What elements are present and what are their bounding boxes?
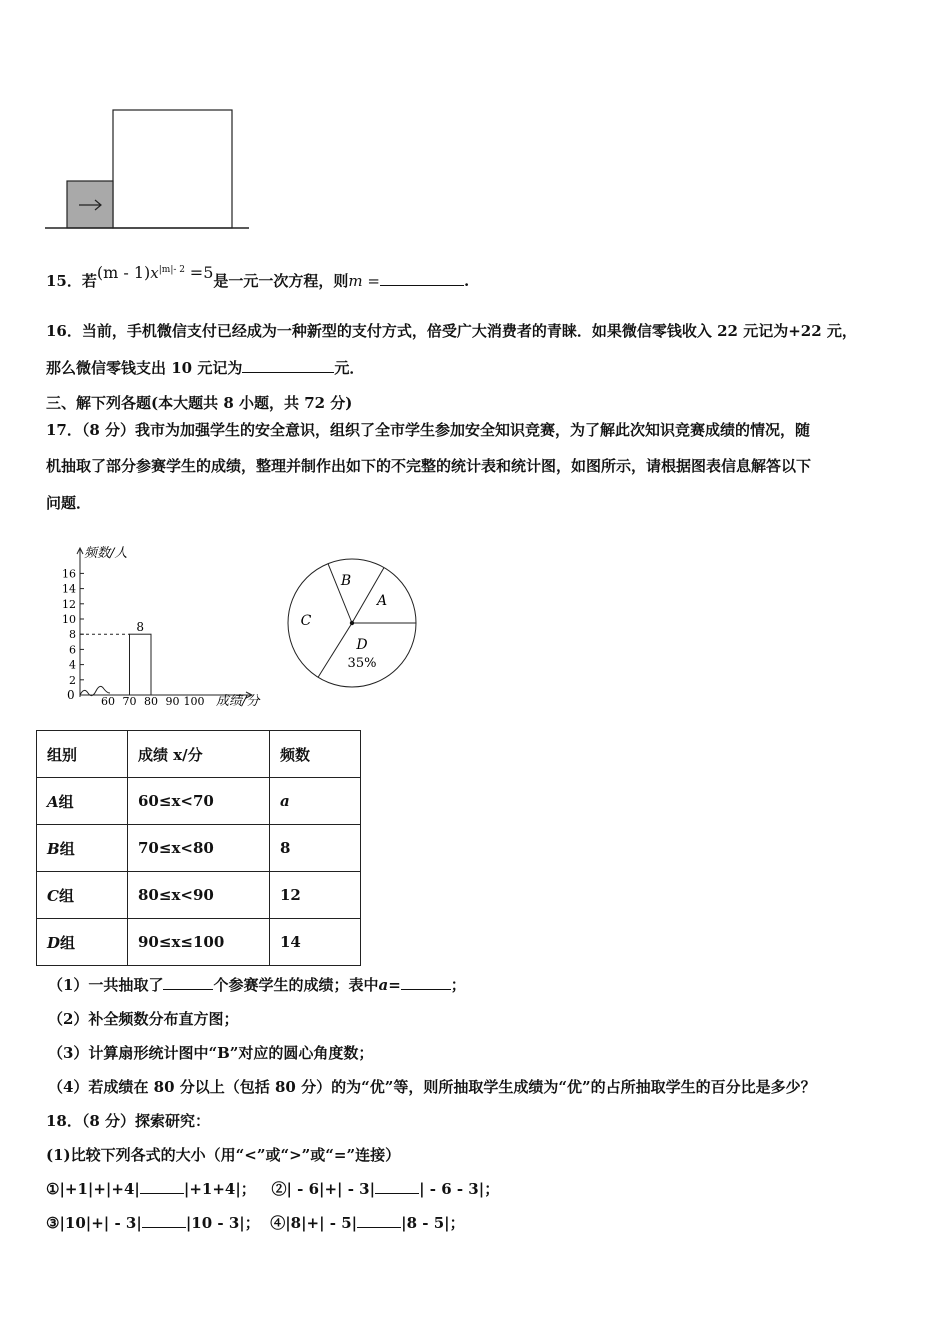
x-tick-label: 80 — [144, 695, 158, 708]
answer-blank-18-2[interactable] — [375, 1178, 419, 1194]
y-tick-label: 10 — [62, 613, 76, 626]
x-tick-label: 60 — [101, 695, 115, 708]
answer-blank-18-1[interactable] — [140, 1178, 184, 1194]
range-cell: 90≤x≤100 — [128, 919, 270, 966]
question-18-line2: (1)比较下列各式的大小（用“<”或“>”或“=”连接） — [46, 1146, 401, 1164]
table-row — [37, 778, 361, 825]
group-cell: C组 — [37, 872, 128, 919]
question-15: 15．若$(m - 1)x^{|m|- 2} =5$是一元一次方程，则m = . — [46, 263, 470, 290]
question-16-line2: 那么微信零钱支出 10 元记为 元． — [46, 359, 365, 377]
y-tick-label: 6 — [69, 643, 76, 657]
y-tick-label: 2 — [69, 673, 76, 687]
answer-blank-18-4[interactable] — [357, 1212, 401, 1228]
header-frequency: 频数 — [270, 731, 361, 778]
sub-question-1: （1）一共抽取了 个参赛学生的成绩；表中a= ； — [48, 976, 466, 994]
table-row — [37, 825, 361, 872]
sub-question-4: （4）若成绩在 80 分以上（包括 80 分）的为“优”等，则所抽取学生成绩为“优”的占所抽取学生的百分比是多少？ — [48, 1078, 816, 1096]
question-16-line1: 16．当前，手机微信支付已经成为一种新型的支付方式，倍受广大消费者的青睐．如果微信零钱收入 22 元记为+22 元， — [46, 322, 857, 340]
section-heading: 三、解下列各题(本大题共 8 小题，共 72 分) — [46, 394, 353, 412]
frequency-table — [36, 730, 361, 966]
pie-slice-label: D — [356, 637, 368, 653]
x-tick-label: 90 — [165, 695, 180, 708]
origin-label: 0 — [67, 688, 75, 702]
question-17-line2: 机抽取了部分参赛学生的成绩，整理并制作出如下的不完整的统计表和统计图，如图所示，请根据图表信息解答以下 — [46, 457, 812, 475]
large-box — [113, 110, 232, 228]
header-score: 成绩 x/分 — [128, 731, 270, 778]
frequency-cell: 8 — [270, 825, 361, 872]
answer-blank-18-3[interactable] — [142, 1212, 186, 1228]
frequency-cell: 14 — [270, 919, 361, 966]
x-tick-label: 100 — [183, 695, 205, 708]
x-tick-label: 70 — [122, 695, 137, 708]
pie-percent-label: 35% — [347, 656, 377, 671]
pie-slice-label: C — [300, 613, 312, 629]
question-18-line1: 18．（8 分）探索研究： — [46, 1112, 211, 1130]
pie-slice-label: B — [340, 573, 352, 589]
question-18-line3: ①|+1|+|+4| |+1+4|； ②| - 6|+| - 3| | - 6 - 3|； — [46, 1180, 500, 1198]
y-tick-label: 16 — [62, 567, 76, 581]
question-17-line1: 17．（8 分）我市为加强学生的安全意识，组织了全市学生参加安全知识竞赛，为了解此次知识竞赛成绩的情况，随 — [46, 421, 811, 439]
pie-chart — [282, 555, 422, 695]
y-tick-label: 8 — [69, 628, 76, 642]
range-cell: 80≤x<90 — [128, 872, 270, 919]
table-header-row — [37, 731, 361, 778]
answer-blank-15[interactable] — [380, 270, 464, 286]
frequency-cell: 12 — [270, 872, 361, 919]
pie-center — [350, 621, 354, 625]
question-18-line4: ③|10|+| - 3| |10 - 3|； ④|8|+| - 5| |8 - 5|； — [46, 1214, 465, 1232]
x-axis-label: 成绩/分 — [216, 694, 260, 709]
table-row — [37, 919, 361, 966]
question-17-line3: 问题． — [46, 494, 92, 512]
table-row — [37, 872, 361, 919]
range-cell: 60≤x<70 — [128, 778, 270, 825]
y-tick-label: 14 — [62, 582, 76, 596]
bar-data-label: 8 — [136, 620, 145, 635]
y-tick-label: 12 — [62, 597, 76, 611]
histogram-bar — [130, 634, 152, 695]
answer-blank-16[interactable] — [242, 357, 334, 373]
answer-blank-a[interactable] — [401, 974, 451, 990]
sub-question-3: （3）计算扇形统计图中“B”对应的圆心角度数； — [48, 1044, 374, 1062]
group-cell: A组 — [37, 778, 128, 825]
frequency-cell: a — [270, 778, 361, 825]
block-figure — [44, 105, 254, 235]
range-cell: 70≤x<80 — [128, 825, 270, 872]
header-group: 组别 — [37, 731, 128, 778]
pie-slice-label: A — [376, 593, 388, 609]
group-cell: D组 — [37, 919, 128, 966]
sub-question-2: （2）补全频数分布直方图； — [48, 1010, 239, 1028]
group-cell: B组 — [37, 825, 128, 872]
y-axis-label: 频数/人 — [84, 546, 128, 561]
frequency-histogram — [40, 540, 280, 712]
y-tick-label: 4 — [69, 658, 76, 672]
answer-blank-count[interactable] — [163, 974, 213, 990]
